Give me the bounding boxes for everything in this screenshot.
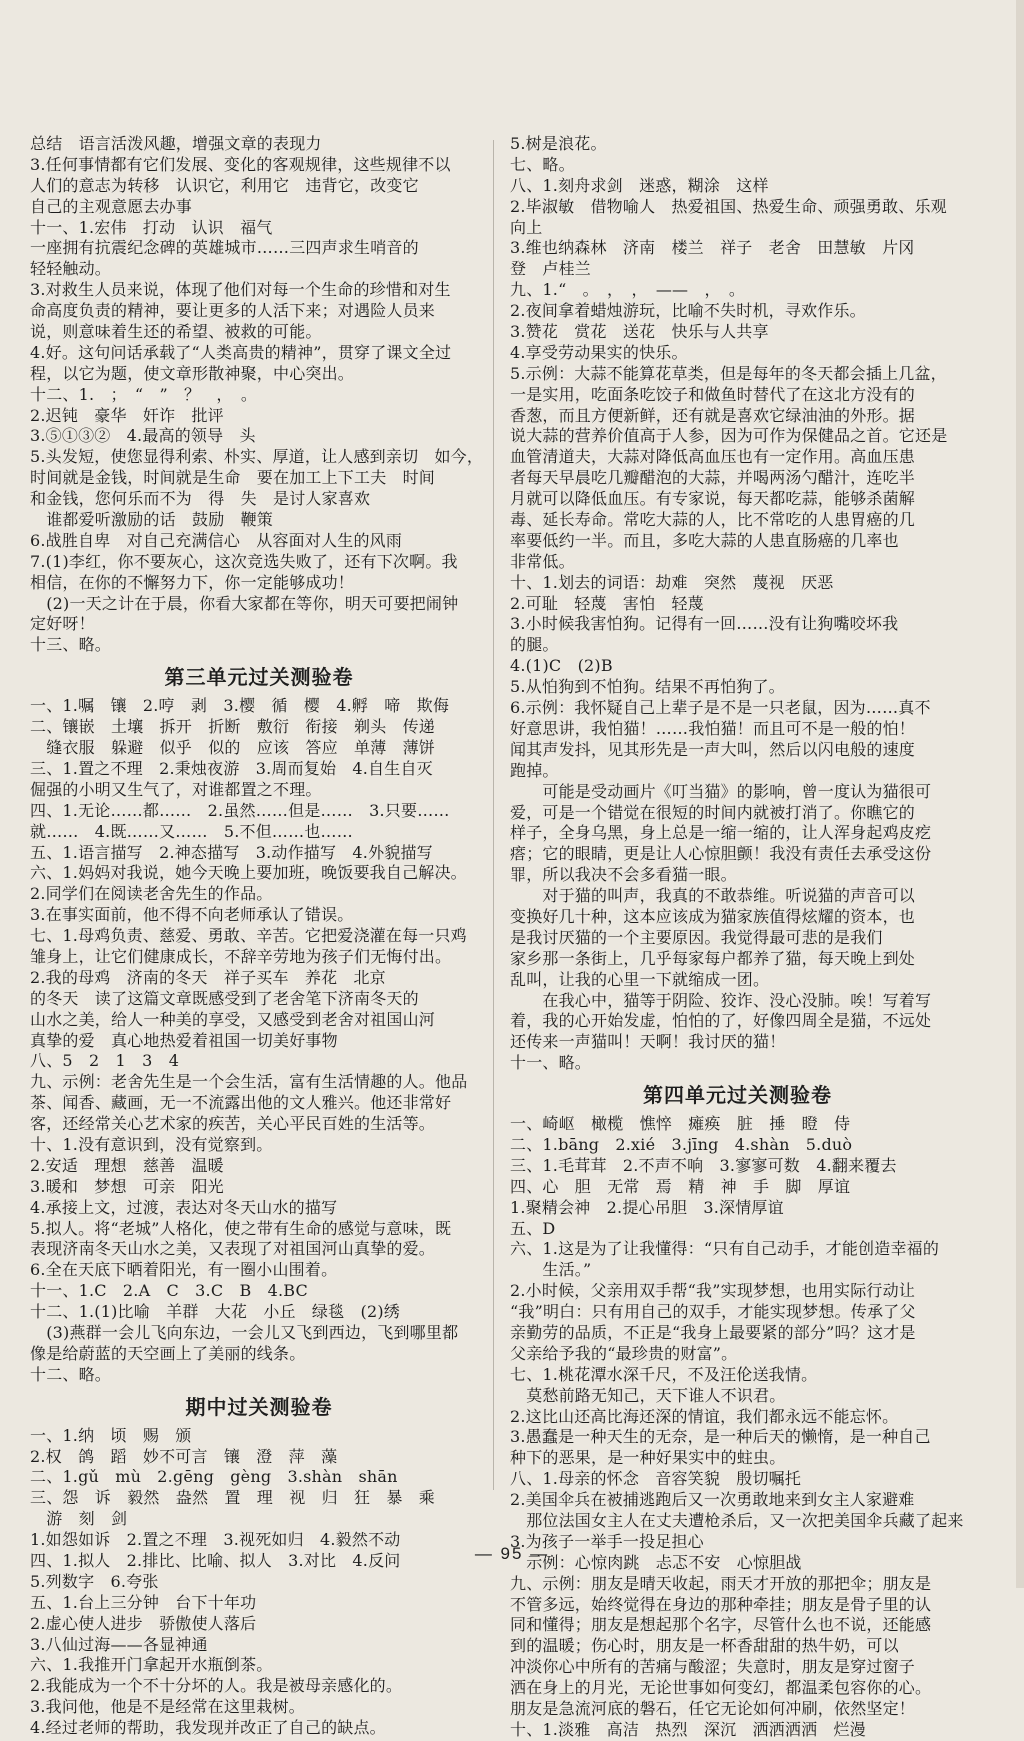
answer-line: 5.拟人。将“老城”人格化，使之带有生命的感觉与意味，既 <box>30 1218 452 1238</box>
answer-line: 2.这比山还高比海还深的情谊，我们都永远不能忘怀。 <box>510 1406 899 1426</box>
answer-line: 2.我的母鸡 济南的冬天 祥子买车 养花 北京 <box>30 967 386 987</box>
answer-line: 父亲给予我的“最珍贵的财富”。 <box>510 1343 738 1363</box>
right-column <box>510 134 965 1741</box>
answer-line: 五、D <box>510 1218 556 1238</box>
answer-line: 5.列数字 6.夸张 <box>30 1571 159 1591</box>
section-heading: 第三单元过关测验卷 <box>164 665 354 690</box>
answer-line: 闻其声发抖，见其形先是一声大叫，然后以闪电般的速度 <box>510 739 916 759</box>
answer-line: 七、1.母鸡负责、慈爱、勇敢、辛苦。它把爱浇灌在每一只鸡 <box>30 926 467 946</box>
answer-line: 变换好几十种，这本应该成为猫家族值得炫耀的资本，也 <box>510 906 916 926</box>
answer-line: 5.头发短，使您显得利索、朴实、厚道，让人感到亲切 如今， <box>30 447 484 467</box>
answer-line: 2.同学们在阅读老舍先生的作品。 <box>30 884 273 904</box>
answer-line: 2.可耻 轻蔑 害怕 轻蔑 <box>510 593 704 613</box>
answer-line: 1.如怨如诉 2.置之不理 3.视死如归 4.毅然不动 <box>30 1530 401 1550</box>
answer-line: 十一、1.宏伟 打动 认识 福气 <box>30 217 273 237</box>
answer-line: 家乡那一条街上，几乎每家每户都养了猫，每天晚上到处 <box>510 948 916 968</box>
answer-line: 4.好。这句问话承载了“人类高贵的精神”，贯穿了课文全过 <box>30 342 452 362</box>
answer-line: 7.(1)李红，你不要灰心，这次竞选失败了，还有下次啊。我 <box>30 551 458 571</box>
answer-line: 3.在事实面前，他不得不向老师承认了错误。 <box>30 905 354 925</box>
answer-line: 瘩；它的眼睛，更是让人心惊胆颤！我没有责任去承受这份 <box>510 844 932 864</box>
answer-line: 四、心 胆 无常 焉 精 神 手 脚 厚谊 <box>510 1176 851 1196</box>
answer-line: 4.经过老师的帮助，我发现并改正了自己的缺点。 <box>30 1718 386 1738</box>
answer-line: 缝衣服 躲避 似乎 似的 应该 答应 单薄 薄饼 <box>30 738 436 758</box>
answer-line: 6.战胜自卑 对自己充满信心 从容面对人生的风雨 <box>30 530 403 550</box>
answer-line: 一、1.纳 顷 赐 颁 <box>30 1425 192 1445</box>
answer-line: 3.任何事情都有它们发展、变化的客观规律，这些规律不以 <box>30 154 451 174</box>
answer-line: 乱叫，让我的心里一下就缩成一团。 <box>510 969 770 989</box>
answer-line: 九、示例：朋友是晴天收起，雨天才开放的那把伞；朋友是 <box>510 1573 932 1593</box>
answer-line: 不管多远，始终觉得在身边的那种牵挂；朋友是骨子里的认 <box>510 1594 932 1614</box>
answer-line: 3.暖和 梦想 可亲 阳光 <box>30 1176 224 1196</box>
answer-line: 2.美国伞兵在被捕逃跑后又一次勇敢地来到女主人家避难 <box>510 1490 915 1510</box>
answer-line: 4.承接上文，过渡，表达对冬天山水的描写 <box>30 1197 338 1217</box>
answer-line: 向上 <box>510 217 543 237</box>
answer-line: (3)燕群一会儿飞向东边，一会儿又飞到西边，飞到哪里都 <box>30 1322 459 1342</box>
answer-line: 人们的意志为转移 认识它，利用它 违背它，改变它 <box>30 175 419 195</box>
answer-line: 莫愁前路无知己，天下谁人不识君。 <box>510 1385 786 1405</box>
answer-line: 2.虚心使人进步 骄傲使人落后 <box>30 1613 257 1633</box>
answer-line: 亲勤劳的品质，不正是“我身上最要紧的部分”吗？这才是 <box>510 1322 916 1342</box>
answer-line: 十三、略。 <box>30 635 112 655</box>
answer-line: 3.为孩子一举手一投足担心 <box>510 1531 704 1551</box>
answer-line: 2.我能成为一个不十分坏的人。我是被母亲感化的。 <box>30 1676 403 1696</box>
page-number: — 95 — <box>474 1544 550 1563</box>
answer-line: 的腿。 <box>510 635 559 655</box>
answer-line: 3.八仙过海——各显神通 <box>30 1634 208 1654</box>
answer-line: 5.示例：大蒜不能算花草类，但是每年的冬天都会插上几盆， <box>510 363 947 383</box>
answer-line: 2.安适 理想 慈善 温暖 <box>30 1155 224 1175</box>
answer-line: 的冬天 读了这篇文章既感受到了老舍笔下济南冬天的 <box>30 988 419 1008</box>
answer-line: 八、1.刻舟求剑 迷惑，糊涂 这样 <box>510 175 769 195</box>
answer-line: 5.树是浪花。 <box>510 134 607 153</box>
answer-line: 示例：心惊肉跳 忐忑不安 心惊胆战 <box>510 1552 802 1572</box>
answer-line: 茶、闻香、藏画，无一不流露出他的文人雅兴。他还非常好 <box>30 1093 452 1113</box>
answer-line: 十、1.划去的词语：劫难 突然 蔑视 厌恶 <box>510 572 834 592</box>
answer-line: 3.愚蠢是一种天生的无奈，是一种后天的懒惰，是一种自己 <box>510 1427 931 1447</box>
answer-line: 就…… 4.既……又…… 5.不但……也…… <box>30 821 353 841</box>
answer-line: 像是给蔚蓝的天空画上了美丽的线条。 <box>30 1343 306 1363</box>
answer-line: 客，还经常关心艺术家的疾苦，关心平民百姓的生活等。 <box>30 1114 436 1134</box>
answer-line: 倔强的小明又生气了，对谁都置之不理。 <box>30 779 322 799</box>
answer-line: 同和懂得；朋友是想起那个名字，尽管什么也不说，还能感 <box>510 1615 932 1635</box>
answer-line: (2)一天之计在于晨，你看大家都在等你，明天可要把闹钟 <box>30 593 459 613</box>
answer-line: 说，则意味着生还的希望、被救的可能。 <box>30 322 322 342</box>
answer-line: 还传来一声猫叫！天啊！我讨厌的猫！ <box>510 1032 786 1052</box>
answer-line: 轻轻触动。 <box>30 259 112 279</box>
answer-line: 二、1.gǔ mù 2.gēng gèng 3.shàn shān <box>30 1467 398 1487</box>
answer-line: 非常低。 <box>510 551 575 571</box>
answer-line: 3.赞花 赏花 送花 快乐与人共享 <box>510 322 769 342</box>
answer-line: 真挚的爱 真心地热爱着祖国一切美好事物 <box>30 1030 338 1050</box>
answer-line: 相信，在你的不懈努力下，你一定能够成功！ <box>30 572 355 592</box>
answer-line: 4.(1)C (2)B <box>510 656 613 676</box>
answer-line: 1.聚精会神 2.提心吊胆 3.深情厚谊 <box>510 1197 784 1217</box>
answer-line: 程，以它为题，使文章形散神聚，中心突出。 <box>30 363 355 383</box>
answer-line: 十二、1.(1)比喻 羊群 大花 小丘 绿毯 (2)绣 <box>30 1302 400 1322</box>
answer-line: 雏身上，让它们健康成长，不辞辛劳地为孩子们无悔付出。 <box>30 946 452 966</box>
answer-line: 罪，所以我决不会多看猫一眼。 <box>510 865 737 885</box>
left-column <box>30 134 488 1739</box>
answer-line: 者每天早晨吃几瓣醋泡的大蒜，并喝两汤勺醋汁，连吃半 <box>510 468 916 488</box>
answer-line: 五、1.语言描写 2.神态描写 3.动作描写 4.外貌描写 <box>30 842 433 862</box>
answer-line: 六、1.妈妈对我说，她今天晚上要加班，晚饭要我自己解决。 <box>30 863 467 883</box>
answer-line: 5.从怕狗到不怕狗。结果不再怕狗了。 <box>510 677 785 697</box>
answer-line: 八、1.母亲的怀念 音容笑貌 殷切嘱托 <box>510 1469 802 1489</box>
answer-line: 那位法国女主人在丈夫遭枪杀后，又一次把美国伞兵藏了起来 <box>510 1511 964 1530</box>
answer-line: 时间就是金钱，时间就是生命 要在加工上下工夫 时间 <box>30 468 436 488</box>
answer-line: 十、1.淡雅 高洁 热烈 深沉 洒洒洒洒 烂漫 <box>510 1719 866 1739</box>
answer-line: 谁都爱听激励的话 鼓励 鞭策 <box>30 510 274 530</box>
answer-line: 十二、1. ； “ ” ？ ， 。 <box>30 384 258 404</box>
answer-line: 跑掉。 <box>510 760 559 780</box>
answer-line: 生活。” <box>510 1260 592 1280</box>
answer-line: 三、怨 诉 毅然 盎然 置 理 视 归 狂 暴 乘 <box>30 1488 436 1508</box>
answer-line: 对于猫的叫声，我真的不敢恭维。听说猫的声音可以 <box>510 886 916 906</box>
answer-line: 洒在身上的月光，无论世事如何变幻，都温柔包容你的心。 <box>510 1678 932 1698</box>
answer-line: 香葱，而且方便新鲜，还有就是喜欢它绿油油的外形。据 <box>510 405 916 425</box>
answer-line: 6.全在天底下晒着阳光，有一圈小山围着。 <box>30 1260 338 1280</box>
answer-line: 冲淡你心中所有的苦痛与酸涩；失意时，朋友是穿过窗子 <box>510 1657 916 1677</box>
answer-line: 五、1.台上三分钟 台下十年功 <box>30 1592 257 1612</box>
answer-line: 2.权 鸽 蹈 妙不可言 镶 澄 萍 藻 <box>30 1446 338 1466</box>
answer-line: 毒、延长寿命。常吃大蒜的人，比不常吃的人患胃癌的几 <box>510 510 916 530</box>
answer-line: 十二、略。 <box>30 1364 112 1384</box>
answer-line: 朋友是急流河底的磐石，任它无论如何冲刷，依然坚定！ <box>510 1699 916 1719</box>
answer-line: 血管清道夫，大蒜对降低高血压也有一定作用。高血压患 <box>510 447 916 467</box>
answer-line: 2.毕淑敏 借物喻人 热爱祖国、热爱生命、顽强勇敢、乐观 <box>510 196 947 216</box>
answer-line: 九、示例：老舍先生是一个会生活，富有生活情趣的人。他品 <box>30 1072 468 1092</box>
answer-line: 一、崎岖 橄榄 憔悴 瘫痪 脏 捶 瞪 侍 <box>510 1114 851 1134</box>
answer-line: “我”明白：只有用自己的双手，才能实现梦想。传承了父 <box>510 1302 916 1322</box>
answer-line: 3.小时候我害怕狗。记得有一回……没有让狗嘴咬坏我 <box>510 614 899 634</box>
answer-line: 一座拥有抗震纪念碑的英雄城市……三四声求生哨音的 <box>30 238 419 258</box>
answer-line: 定好呀！ <box>30 614 95 634</box>
answer-line: 总结 语言活泼风趣，增强文章的表现力 <box>30 134 322 153</box>
answer-line: 月就可以降低血压。有专家说，每天都吃蒜，能够杀菌解 <box>510 489 916 509</box>
answer-line: 四、1.拟人 2.排比、比喻、拟人 3.对比 4.反问 <box>30 1551 401 1570</box>
answer-line: 九、1.“ 。 ， ， —— ， 。 <box>510 280 746 300</box>
answer-line: 种下的恶果，是一种好果实中的蛀虫。 <box>510 1448 786 1468</box>
answer-line: 一是实用，吃面条吃饺子和做鱼时替代了在这北方没有的 <box>510 384 916 404</box>
answer-line: 六、1.这是为了让我懂得：“只有自己动手，才能创造幸福的 <box>510 1239 940 1259</box>
answer-line: 山水之美，给人一种美的享受，又感受到老舍对祖国山河 <box>30 1009 436 1029</box>
answer-line: 3.对救生人员来说，体现了他们对每一个生命的珍惜和对生 <box>30 280 451 300</box>
column-divider <box>493 140 494 1490</box>
answer-line: 率要低约一半。而且，多吃大蒜的人患直肠癌的几率也 <box>510 530 899 550</box>
answer-line: 可能是受动画片《叮当猫》的影响，曾一度认为猫很可 <box>510 781 932 801</box>
answer-line: 和金钱，您何乐而不为 得 失 是讨人家喜欢 <box>30 489 371 509</box>
answer-line: 4.享受劳动果实的快乐。 <box>510 342 688 362</box>
answer-line: 十一、略。 <box>510 1053 592 1073</box>
answer-line: 二、1.bāng 2.xié 3.jīng 4.shàn 5.duò <box>510 1134 853 1154</box>
answer-line: 3.维也纳森林 济南 楼兰 祥子 老舍 田慧敏 片冈 <box>510 238 915 258</box>
answer-line: 在我心中，猫等于阴险、狡诈、没心没肺。唉！写着写 <box>510 990 932 1010</box>
answer-line: 三、1.毛茸茸 2.不声不响 3.寥寥可数 4.翻来覆去 <box>510 1155 897 1175</box>
answer-line: 十一、1.C 2.A C 3.C B 4.BC <box>30 1281 308 1301</box>
answer-line: 6.示例：我怀疑自己上辈子是不是一只老鼠，因为……真不 <box>510 698 931 718</box>
section-heading: 第四单元过关测验卷 <box>643 1083 832 1108</box>
answer-line: 一、1.嘱 镶 2.哼 剥 3.樱 循 樱 4.孵 啼 欺侮 <box>30 696 450 716</box>
answer-line: 3.我问他，他是不是经常在这里栽树。 <box>30 1697 305 1717</box>
answer-line: 着，我的心开始发虚，怕怕的了，好像四周全是猫，不远处 <box>510 1011 932 1031</box>
answer-line: 游 刻 剑 <box>30 1509 128 1529</box>
page-edge <box>1016 0 1024 1588</box>
answer-line: 样子，全身乌黑，身上总是一缩一缩的，让人浑身起鸡皮疙 <box>510 823 932 843</box>
answer-line: 2.迟钝 豪华 奸诈 批评 <box>30 405 224 425</box>
answer-line: 七、略。 <box>510 154 575 174</box>
answer-line: 说大蒜的营养价值高于人参，因为可作为保健品之首。它还是 <box>510 426 948 446</box>
section-heading: 期中过关测验卷 <box>185 1394 333 1419</box>
answer-line: 到的温暖；伤心时，朋友是一杯香甜甜的热牛奶，可以 <box>510 1636 899 1656</box>
answer-line: 十、1.没有意识到，没有觉察到。 <box>30 1134 273 1154</box>
answer-line: 好意思讲，我怕猫！……我怕猫！而且可不是一般的怕！ <box>510 718 916 738</box>
answer-line: 命高度负责的精神，要让更多的人活下来；对遇险人员来 <box>30 301 436 321</box>
answer-line: 二、镶嵌 土壤 拆开 折断 敷衍 衔接 剃头 传递 <box>30 717 436 737</box>
answer-line: 七、1.桃花潭水深千尺，不及汪伦送我情。 <box>510 1364 818 1384</box>
answer-line: 3.⑤①③② 4.最高的领导 头 <box>30 426 256 446</box>
answer-line: 登 卢桂兰 <box>510 259 592 279</box>
answer-line: 表现济南冬天山水之美，又表现了对祖国河山真挚的爱。 <box>30 1239 436 1259</box>
answer-line: 是我讨厌猫的一个主要原因。我觉得最可悲的是我们 <box>510 927 883 947</box>
answer-line: 三、1.置之不理 2.秉烛夜游 3.周而复始 4.自生自灭 <box>30 758 433 778</box>
answer-line: 四、1.无论……都…… 2.虽然……但是…… 3.只要…… <box>30 800 450 820</box>
answer-line: 2.夜间拿着蜡烛游玩，比喻不失时机，寻欢作乐。 <box>510 301 866 321</box>
answer-line: 爱，可是一个错觉在很短的时间内就被打消了。你瞧它的 <box>510 802 916 822</box>
answer-line: 2.小时候，父亲用双手帮“我”实现梦想，也用实际行动让 <box>510 1281 916 1301</box>
answer-line: 八、5 2 1 3 4 <box>30 1051 180 1071</box>
answer-line: 自己的主观意愿去办事 <box>30 196 193 216</box>
answer-line: 六、1.我推开门拿起开水瓶倒茶。 <box>30 1655 273 1675</box>
